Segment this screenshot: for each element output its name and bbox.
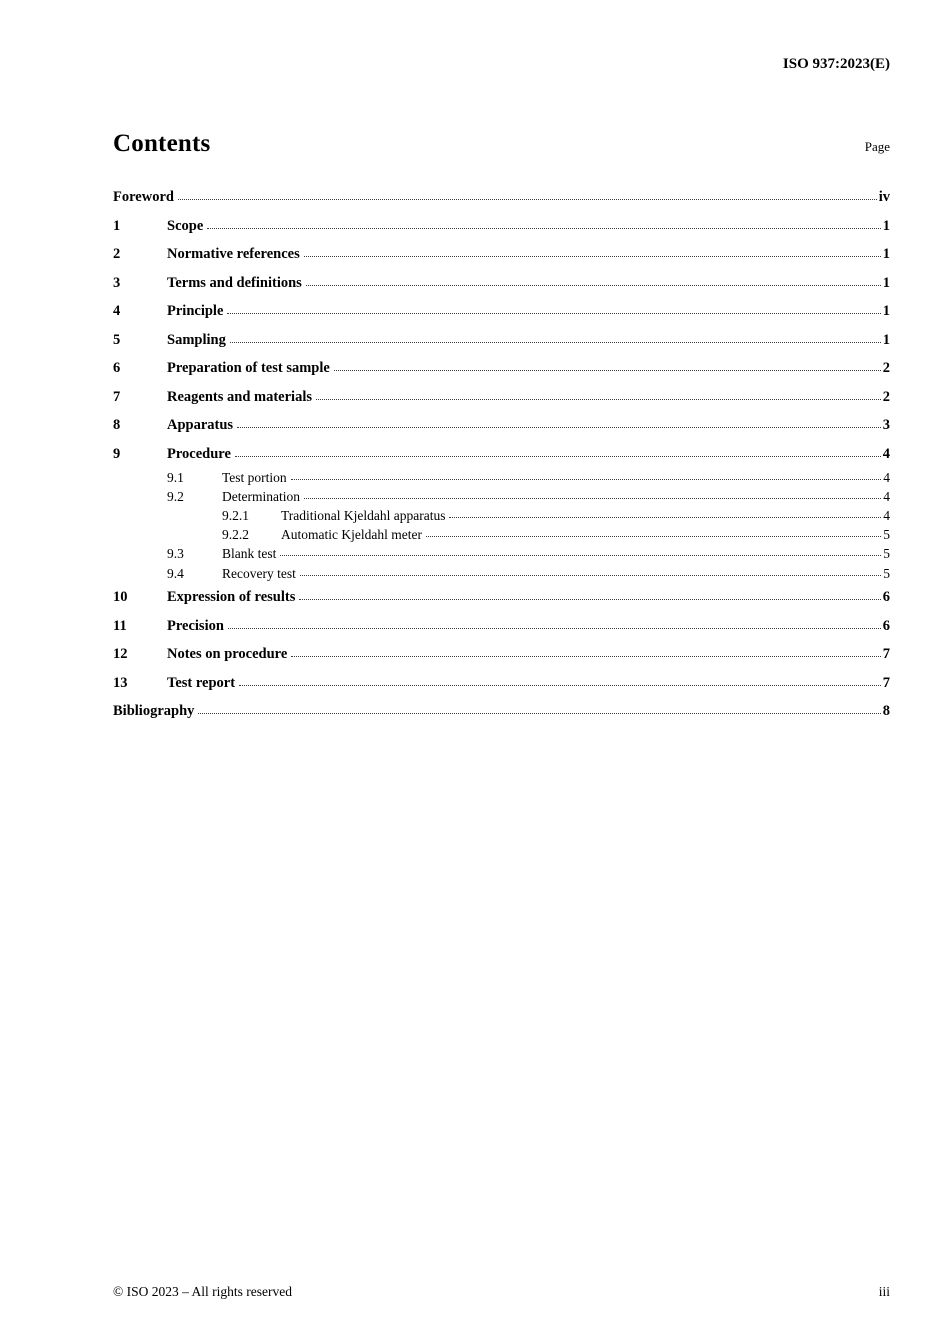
document-footer [113, 1284, 890, 1300]
dotted-leader [207, 228, 881, 229]
dotted-leader [291, 656, 880, 657]
toc-entry-page: 5 [883, 546, 890, 562]
toc-entry-number: 1 [113, 217, 121, 234]
toc-entry-page: 1 [882, 246, 890, 262]
toc-entry-number: 11 [113, 617, 127, 634]
toc-entry-title: Determination [222, 488, 300, 504]
toc-entry-number: 9.2.2 [222, 527, 249, 543]
document-reference: ISO 937:2023(E) [782, 56, 890, 72]
toc-entry-number: 9.3 [167, 546, 184, 562]
toc-entry[interactable] [113, 326, 890, 355]
toc-entry-page: 5 [883, 565, 890, 581]
toc-entry-title: Test report [167, 674, 236, 691]
toc-entry-number: 5 [113, 331, 121, 348]
toc-entry-title: Expression of results [167, 589, 296, 606]
toc-entry-title: Test portion [222, 469, 287, 485]
toc-entry-page: 1 [882, 303, 890, 319]
toc-entry[interactable] [113, 240, 890, 269]
toc-entry[interactable] [113, 468, 890, 487]
toc-entry[interactable] [113, 354, 890, 383]
toc-entry-page: 6 [882, 589, 890, 606]
toc-entry-title: Scope [167, 217, 204, 234]
toc-entry-title: Bibliography [113, 703, 195, 720]
toc-entry-page: 7 [882, 646, 890, 663]
toc-entry-page: 1 [882, 217, 890, 234]
dotted-leader [449, 517, 881, 518]
toc-entry-page: 6 [882, 617, 890, 634]
toc-entry-number: 3 [113, 274, 121, 291]
toc-entry[interactable] [113, 440, 890, 469]
toc-entry-title: Automatic Kjeldahl meter [281, 527, 422, 543]
dotted-leader [198, 713, 880, 714]
dotted-leader [228, 628, 881, 629]
dotted-leader [306, 285, 881, 286]
dotted-leader [280, 555, 881, 556]
toc-entry-number: 12 [113, 646, 128, 663]
toc-entry-number: 9.2.1 [222, 507, 249, 523]
dotted-leader [304, 498, 881, 499]
toc-entry[interactable] [113, 526, 890, 545]
toc-entry-title: Apparatus [167, 417, 234, 433]
toc-entry[interactable] [113, 583, 890, 612]
toc-entry-number: 8 [113, 417, 121, 433]
dotted-leader [316, 399, 881, 400]
document-header [113, 56, 890, 73]
dotted-leader [300, 575, 881, 576]
toc-entry-page: 4 [883, 469, 890, 485]
toc-entry-page: 5 [883, 527, 890, 543]
toc-entry-number: 13 [113, 674, 128, 691]
dotted-leader [239, 685, 881, 686]
toc-entry-page: 8 [882, 703, 890, 720]
toc-entry[interactable] [113, 269, 890, 298]
toc-entry-number: 2 [113, 246, 121, 262]
toc-entry[interactable] [113, 506, 890, 525]
toc-entry-title: Traditional Kjeldahl apparatus [281, 507, 446, 523]
toc-entry-title: Notes on procedure [167, 646, 288, 663]
contents-heading-row [113, 130, 890, 158]
dotted-leader [230, 342, 881, 343]
toc-entry-page: 4 [883, 488, 890, 504]
toc-entry[interactable] [113, 297, 890, 326]
toc-entry-number: 6 [113, 360, 121, 376]
copyright-notice: © ISO 2023 – All rights reserved [113, 1284, 292, 1299]
toc-entry-title: Foreword [113, 189, 174, 205]
toc-entry[interactable] [113, 697, 890, 726]
toc-entry-title: Normative references [167, 246, 300, 262]
toc-entry-page: 7 [882, 674, 890, 691]
toc-entry[interactable] [113, 640, 890, 669]
toc-entry-title: Blank test [222, 546, 277, 562]
toc-entry-page: 3 [882, 417, 890, 433]
toc-entry-number: 10 [113, 589, 128, 606]
toc-entry[interactable] [113, 564, 890, 583]
dotted-leader [227, 313, 880, 314]
toc-entry[interactable] [113, 487, 890, 506]
dotted-leader [426, 536, 881, 537]
toc-entry-page: 2 [882, 360, 890, 376]
toc-entry-title: Principle [167, 303, 224, 319]
toc-entry[interactable] [113, 383, 890, 412]
toc-entry-page: 4 [882, 445, 890, 462]
toc-entry-page: 1 [882, 274, 890, 291]
toc-entry-number: 9.4 [167, 565, 184, 581]
toc-entry[interactable] [113, 183, 890, 212]
toc-entry-number: 4 [113, 303, 121, 319]
toc-entry[interactable] [113, 411, 890, 440]
toc-entry-page: iv [878, 189, 890, 205]
toc-entry-number: 9.1 [167, 469, 184, 485]
dotted-leader [291, 479, 882, 480]
toc-entry-page: 1 [882, 331, 890, 348]
toc-entry-number: 9 [113, 445, 121, 462]
folio-page-number: iii [878, 1284, 890, 1299]
toc-entry-page: 4 [883, 507, 890, 523]
toc-entry-number: 9.2 [167, 488, 184, 504]
toc-entry-title: Terms and definitions [167, 274, 302, 291]
dotted-leader [237, 427, 881, 428]
toc-entry-title: Recovery test [222, 565, 296, 581]
dotted-leader [304, 256, 881, 257]
dotted-leader [178, 199, 877, 200]
toc-entry-title: Reagents and materials [167, 388, 312, 405]
dotted-leader [235, 456, 881, 457]
toc-entry-title: Procedure [167, 445, 231, 462]
toc-entry-title: Sampling [167, 331, 226, 348]
page-column-label: Page [864, 139, 890, 154]
dotted-leader [334, 370, 881, 371]
toc-entry[interactable] [113, 212, 890, 241]
toc-entry[interactable] [113, 545, 890, 564]
toc-entry-number: 7 [113, 388, 121, 405]
dotted-leader [299, 599, 880, 600]
contents-title: Contents [113, 130, 211, 157]
toc-entry-title: Preparation of test sample [167, 360, 330, 376]
toc-entry[interactable] [113, 669, 890, 698]
toc-entry[interactable] [113, 612, 890, 641]
table-of-contents [113, 183, 890, 726]
toc-entry-title: Precision [167, 617, 224, 634]
toc-entry-page: 2 [882, 388, 890, 405]
